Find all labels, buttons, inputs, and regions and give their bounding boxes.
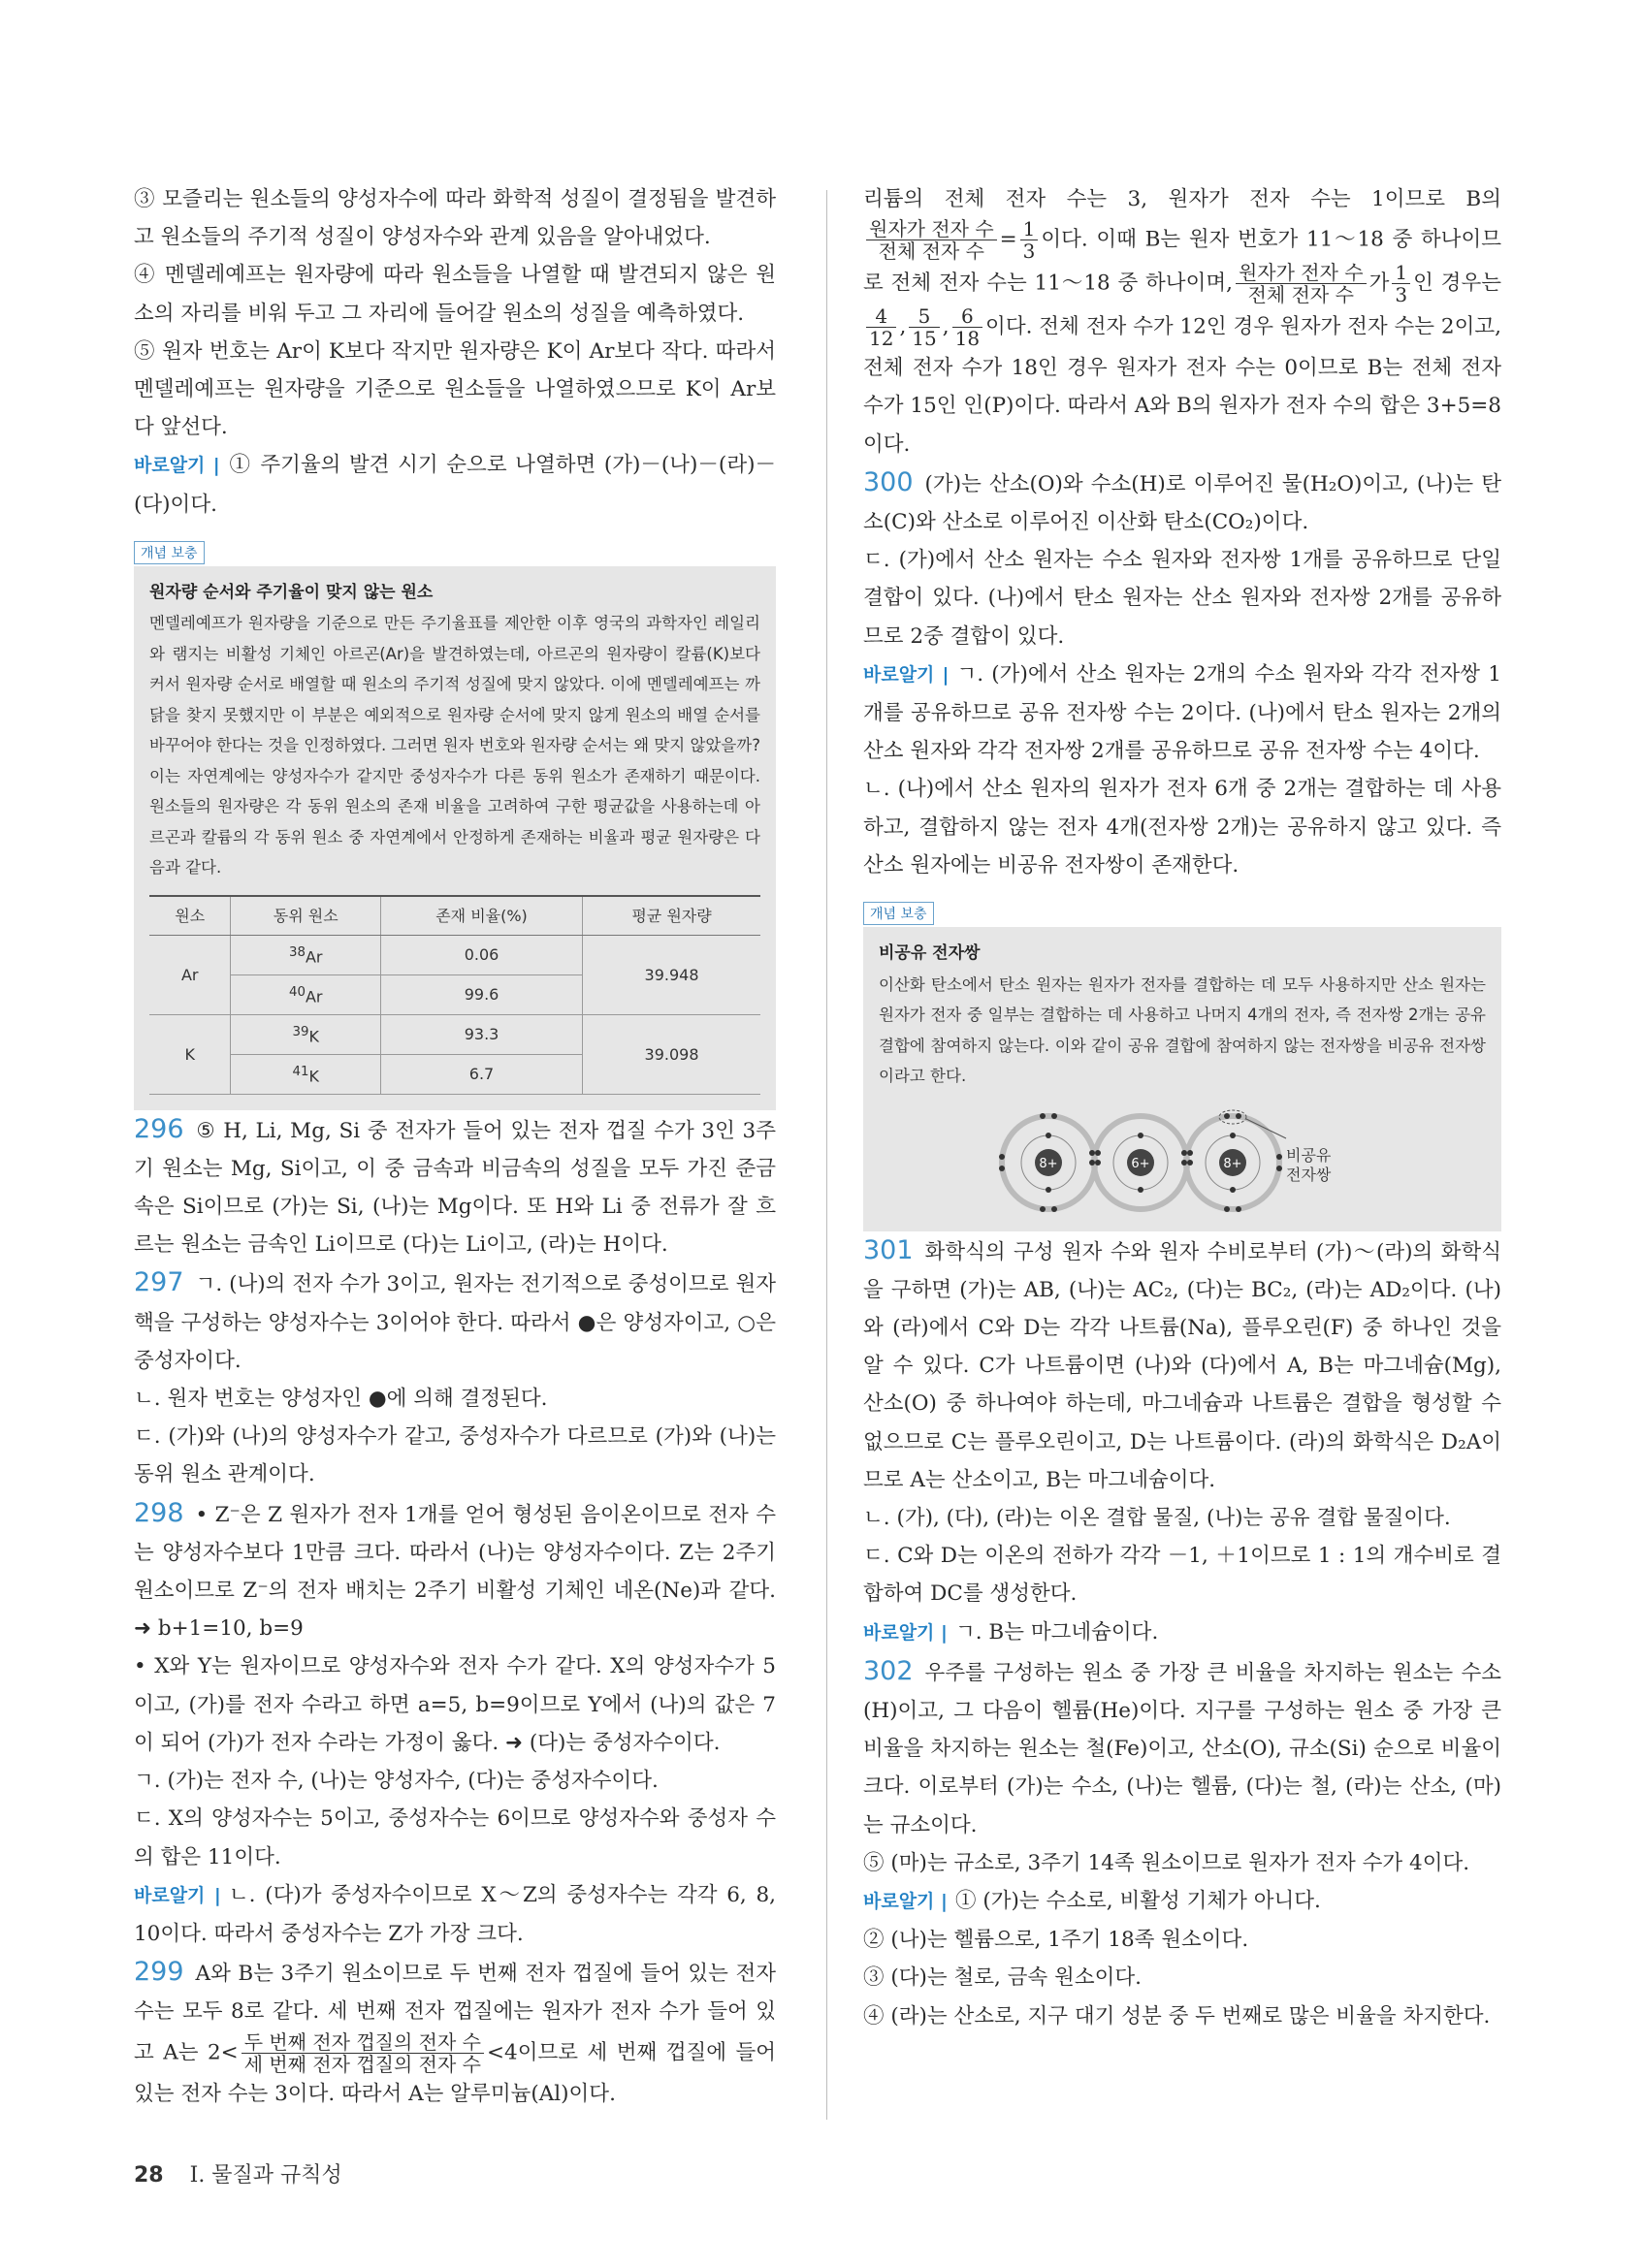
answer-300: 300 (가)는 산소(O)와 수소(H)로 이루어진 물(H₂O)이고, (나)는 탄소(C)와 산소로 이루어진 이산화 탄소(CO₂)이다. — [863, 466, 1501, 535]
answer-302: 302 우주를 구성하는 원소 중 가장 큰 비율을 차지하는 원소는 수소(H)이고, 그 다음이 헬륨(He)이다. 지구를 구성하는 원소 중 가장 큰 비율을 차지하는 원소는 철(Fe)이고, 산소(O), 규소(Si) 순으로 비율이 크다. 이로부터 (가)는 수소, (나)는 헬륨, (다)는 철, (라)는 산소, (마)는 규소이다. — [863, 1655, 1501, 1837]
answer-text: ㄴ. (가), (다), (라)는 이온 결합 물질, (나)는 공유 결합 물질이다. — [863, 1505, 1451, 1530]
fraction: $\frac{1}{3}$ — [1392, 262, 1410, 305]
concept-box — [863, 927, 1501, 1231]
isotope-cell: $^{40}$Ar — [231, 975, 381, 1015]
question-number: 299 — [134, 1957, 184, 1988]
table-header: 동위 원소 — [231, 896, 381, 936]
answer-text: ③ 모즐리는 원소들의 양성자수에 따라 화학적 성질이 결정됨을 발견하고 원소들의 주기적 성질이 양성자수와 관계 있음을 알아내었다. — [134, 187, 776, 250]
correction-text: 바로알기 | ① 주기율의 발견 시기 순으로 나열하면 (가)－(나)－(라)－(다)이다. — [134, 453, 776, 517]
table-header: 원소 — [149, 896, 231, 936]
answer-text: ㄷ. C와 D는 이온의 전하가 각각 －1, ＋1이므로 1 : 1의 개수비로 결합하여 DC를 생성한다. — [863, 1544, 1501, 1607]
answer-301: 301 화학식의 구성 원자 수와 원자 수비로부터 (가)～(라)의 화학식을 구하면 (가)는 AB, (나)는 AC₂, (다)는 BC₂, (라)는 AD₂이다. (나)와 (라)에서 C와 D는 각각 나트륨(Na), 플루오린(F) 중 하나인 것을 알 수 있다. C가 나트륨이면 (나)와 (다)에서 A, B는 마그네슘(Mg), 산소(O) 중 하나여야 하는데, 마그네슘과 나트륨은 결합을 형성할 수 없으므로 C는 플루오린이고, D는 나트륨이다. (라)의 화학식은 D₂A이므로 A는 산소이고, B는 마그네슘이다. — [863, 1234, 1501, 1492]
column-divider — [826, 190, 827, 2120]
answer-text: ④ (라)는 산소로, 지구 대기 성분 중 두 번째로 많은 비율을 차지한다. — [863, 2003, 1491, 2028]
fraction: $\frac{5}{15}$ — [909, 305, 939, 349]
answer-298: 298 • Z⁻은 Z 원자가 전자 1개를 얻어 형성된 음이온이므로 전자 수는 양성자수보다 1만큼 크다. 따라서 (나)는 양성자수이다. Z는 2주기 원소이므로 Z⁻의 전자 배치는 2주기 비활성 기체인 네온(Ne)과 같다. ➜ b+1=10, b=9 — [134, 1497, 776, 1642]
isotope-cell: $^{39}$K — [231, 1014, 381, 1054]
concept-badge: 개념 보충 — [134, 541, 205, 564]
element-cell: Ar — [149, 936, 231, 1015]
fraction: $\frac{1}{3}$ — [1020, 218, 1039, 262]
oxygen-charge-left: 8+ — [1039, 1156, 1058, 1171]
concept-title: 원자량 순서와 주기율이 맞지 않는 원소 — [149, 582, 434, 602]
correction-text: 바로알기 | ㄱ. B는 마그네슘이다. — [863, 1619, 1159, 1645]
left-column — [134, 180, 776, 2113]
ratio-cell: 93.3 — [380, 1014, 582, 1054]
element-cell: K — [149, 1014, 231, 1094]
chapter-title: Ⅰ. 물질과 규칙성 — [189, 2163, 342, 2188]
concept-text: 이산화 탄소에서 탄소 원자는 원자가 전자를 결합하는 데 모두 사용하지만 산소 원자는 원자가 전자 중 일부는 결합하는 데 사용하고 나머지 4개의 전자, 즉 전자쌍 2개는 공유 결합에 참여하지 않는다. 이와 같이 공유 결합에 참여하지 않는 전자쌍을 비공유 전자쌍이라고 한다. — [879, 974, 1486, 1086]
co2-electron-diagram — [879, 1109, 1486, 1216]
avg-mass-cell: 39.948 — [583, 936, 760, 1015]
answer-text: ③ (다)는 철로, 금속 원소이다. — [863, 1965, 1142, 1991]
page-footer — [134, 2158, 342, 2188]
answer-text: ⑤ 원자 번호는 Ar이 K보다 작지만 원자량은 K이 Ar보다 작다. 따라서 멘델레예프는 원자량을 기준으로 원소들을 나열하였으므로 K이 Ar보다 앞선다. — [134, 338, 776, 440]
fraction: $\frac{6}{18}$ — [952, 305, 982, 349]
correction-text: 바로알기 | ㄱ. (가)에서 산소 원자는 2개의 수소 원자와 각각 전자쌍 1개를 공유하므로 공유 전자쌍 수는 2이다. (나)에서 탄소 원자는 2개의 산소 원자와 각각 전자쌍 2개를 공유하므로 공유 전자쌍 수는 4이다. — [863, 661, 1501, 764]
table-row — [149, 1014, 760, 1054]
answer-297: 297 ㄱ. (나)의 전자 수가 3이고, 원자는 전기적으로 중성이므로 원자핵을 구성하는 양성자수는 3이어야 한다. 따라서 ●은 양성자이고, ○은 중성자이다. — [134, 1267, 776, 1373]
question-number: 298 — [134, 1497, 184, 1528]
right-column — [863, 180, 1501, 2035]
lone-pair-label: 비공유 전자쌍 — [1286, 1145, 1332, 1184]
answer-text: 리튬의 전체 전자 수는 3, 원자가 전자 수는 1이므로 B의 $\frac{\text{원자가 전자 수}}{\text{전체 전자 수}}$ = $\frac{1}{3}$ 이다. 이때 B는 원자 번호가 11～18 중 하나이므로 전체 전자 수는 11～18 중 하나이며, $\frac{\text{원자가 전자 수}}{\text{전체 전자 수}}$ 가 $\frac{1}{3}$ 인 경우는 $\frac{4}{12}$ , $\frac{5}{15}$ , $\frac{6}{18}$ 이다. 전체 전자 수가 12인 경우 원자가 전자 수는 2이고, 전체 전자 수가 18인 경우 원자가 전자 수는 0이므로 B는 전체 전자 수가 15인 인(P)이다. 따라서 A와 B의 원자가 전자 수의 합은 3+5=8이다. — [863, 187, 1501, 457]
correction-tag: 바로알기 | — [863, 1621, 948, 1644]
fraction: $\frac{4}{12}$ — [866, 305, 896, 349]
correction-tag: 바로알기 | — [863, 663, 950, 686]
answer-299: 299 A와 B는 3주기 원소이므로 두 번째 전자 껍질에 들어 있는 전자 수는 모두 8로 같다. 세 번째 전자 껍질에는 원자가 전자 수가 들어 있고 A는 2< $\frac{\text{두 번째 전자 껍질의 전자 수}}{\text{세 번째 전자 껍질의 전자 수}}$ <4이므로 세 번째 껍질에 들어 있는 전자 수는 3이다. 따라서 A는 알루미늄(Al)이다. — [134, 1957, 776, 2106]
correction-tag: 바로알기 | — [134, 1884, 221, 1906]
answer-text: ㄱ. (가)는 전자 수, (나)는 양성자수, (다)는 중성자수이다. — [134, 1769, 659, 1794]
table-header-row — [149, 896, 760, 936]
answer-text: ㄴ. (나)에서 산소 원자의 원자가 전자 6개 중 2개는 결합하는 데 사용하고, 결합하지 않는 전자 4개(전자쌍 2개)는 공유하지 않고 있다. 즉 산소 원자에는 비공유 전자쌍이 존재한다. — [863, 777, 1501, 878]
question-number: 302 — [863, 1655, 914, 1686]
answer-text: ㄷ. X의 양성자수는 5이고, 중성자수는 6이므로 양성자수와 중성자 수의 합은 11이다. — [134, 1806, 776, 1869]
correction-tag: 바로알기 | — [863, 1891, 948, 1912]
answer-text: ④ 멘델레예프는 원자량에 따라 원소들을 나열할 때 발견되지 않은 원소의 자리를 비워 두고 그 자리에 들어갈 원소의 성질을 예측하였다. — [134, 263, 776, 326]
answer-296: 296 ⑤ H, Li, Mg, Si 중 전자가 들어 있는 전자 껍질 수가 3인 3주기 원소는 Mg, Si이고, 이 중 금속과 비금속의 성질을 모두 가진 준금속은 Si이므로 (가)는 Si, (나)는 Mg이다. 또 H와 Li 중 전류가 잘 흐르는 원소는 금속인 Li이므로 (다)는 Li이고, (라)는 H이다. — [134, 1113, 776, 1258]
concept-text: 멘델레예프가 원자량을 기준으로 만든 주기율표를 제안한 이후 영국의 과학자인 레일리와 램지는 비활성 기체인 아르곤(Ar)을 발견하였는데, 아르곤의 원자량이 칼륨(K)보다 커서 원자량 순서로 배열할 때 원소의 주기적 성질에 맞지 않았다. 이에 멘델레예프는 까닭을 찾지 못했지만 이 부분은 예외적으로 원자량 순서에 맞지 않게 원소의 배열 순서를 바꾸어야 한다는 것을 인정하였다. 그러면 원자 번호와 원자량 순서는 왜 맞지 않았을까? 이는 자연계에는 양성자수가 같지만 중성자수가 다른 동위 원소가 존재하기 때문이다. 원소들의 원자량은 각 동위 원소의 존재 비율을 고려하여 구한 평균값을 사용하는데 아르곤과 칼륨의 각 동위 원소 중 자연계에서 안정하게 존재하는 비율과 평균 원자량은 다음과 같다. — [149, 614, 760, 878]
concept-badge: 개념 보충 — [863, 902, 934, 925]
fraction: $\frac{\text{두 번째 전자 껍질의 전자 수}}{\text{세 번째 전자 껍질의 전자 수}}$ — [241, 2031, 484, 2075]
answer-text: ㄴ. 원자 번호는 양성자인 ●에 의해 결정된다. — [134, 1387, 548, 1412]
isotope-cell: $^{41}$K — [231, 1054, 381, 1094]
table-header: 평균 원자량 — [583, 896, 760, 936]
answer-text: ㄷ. (가)에서 산소 원자는 수소 원자와 전자쌍 1개를 공유하므로 단일 결합이 있다. (나)에서 탄소 원자는 산소 원자와 전자쌍 2개를 공유하므로 2중 결합이 있다. — [863, 548, 1501, 649]
page-number: 28 — [134, 2163, 164, 2188]
ratio-cell: 0.06 — [380, 936, 582, 975]
question-number: 296 — [134, 1113, 184, 1144]
isotope-cell: $^{38}$Ar — [231, 936, 381, 975]
table-row — [149, 936, 760, 975]
concept-title: 비공유 전자쌍 — [879, 943, 981, 964]
question-number: 297 — [134, 1267, 184, 1298]
answer-text: ⑤ (마)는 규소로, 3주기 14족 원소이므로 원자가 전자 수가 4이다. — [863, 1850, 1470, 1875]
correction-text: 바로알기 | ㄴ. (다)가 중성자수이므로 X～Z의 중성자수는 각각 6, 8, 10이다. 따라서 중성자수는 Z가 가장 크다. — [134, 1882, 776, 1946]
isotope-table — [149, 895, 760, 1095]
fraction: $\frac{\text{원자가 전자 수}}{\text{전체 전자 수}}$ — [1236, 262, 1367, 305]
answer-text: ② (나)는 헬륨으로, 1주기 18족 원소이다. — [863, 1928, 1249, 1953]
correction-tag: 바로알기 | — [134, 455, 220, 477]
carbon-charge: 6+ — [1131, 1156, 1150, 1171]
question-number: 300 — [863, 466, 914, 497]
answer-text: • X와 Y는 원자이므로 양성자수와 전자 수가 같다. X의 양성자수가 5이고, (가)를 전자 수라고 하면 a=5, b=9이므로 Y에서 (나)의 값은 7이 되어 (가)가 전자 수라는 가정이 옳다. ➜ (다)는 중성자수이다. — [134, 1654, 776, 1755]
oxygen-charge-right: 8+ — [1223, 1156, 1242, 1171]
table-header: 존재 비율(%) — [380, 896, 582, 936]
answer-text: ㄷ. (가)와 (나)의 양성자수가 같고, 중성자수가 다르므로 (가)와 (나)는 동위 원소 관계이다. — [134, 1424, 776, 1487]
question-number: 301 — [863, 1234, 914, 1265]
ratio-cell: 99.6 — [380, 975, 582, 1015]
correction-text: 바로알기 | ① (가)는 수소로, 비활성 기체가 아니다. — [863, 1889, 1321, 1913]
fraction: $\frac{\text{원자가 전자 수}}{\text{전체 전자 수}}$ — [866, 218, 997, 262]
ratio-cell: 6.7 — [380, 1054, 582, 1094]
avg-mass-cell: 39.098 — [583, 1014, 760, 1094]
concept-box — [134, 566, 776, 1110]
